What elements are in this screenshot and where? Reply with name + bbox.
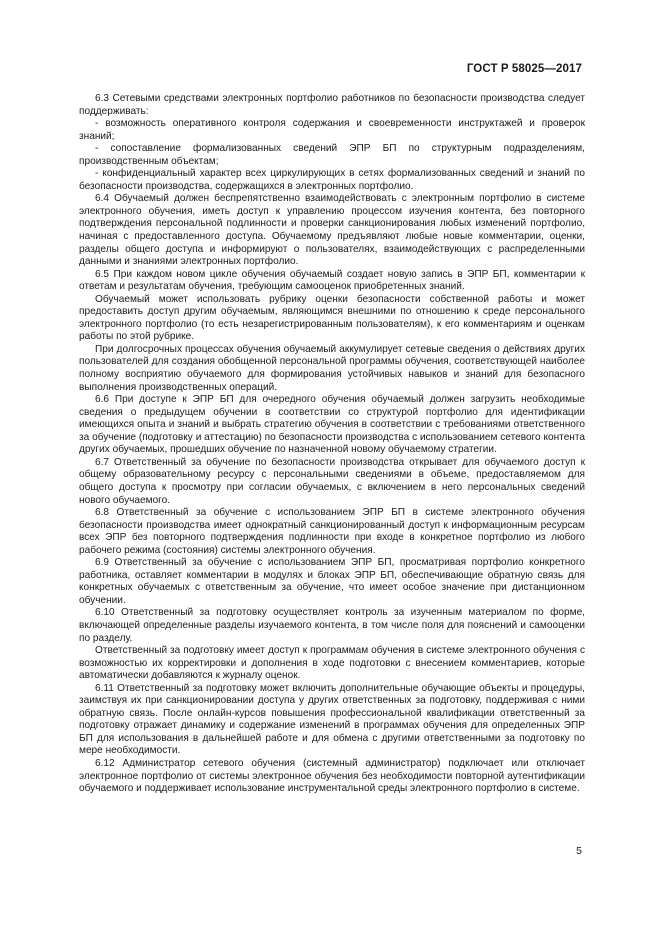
paragraph-6-7: 6.7 Ответственный за обучение по безопасности производства открывает для обучаемого доступ к общему образовательному ресурсу с персональными сведениями в объеме, предоставляемом для общего доступа к просмотру при согласии обучаемых, с включением в него персональных сведений нового обучаемого. (79, 456, 585, 506)
paragraph-6-8: 6.8 Ответственный за обучение с использованием ЭПР БП в системе электронного обучения безопасности производства имеет однократный санкционированный доступ к информационным ресурсам всех ЭПР без повторного подтверждения подлинности при входе в конкретное портфолио из любого рабочего режима (состояния) системы электронного обучения. (79, 507, 585, 556)
paragraph-6-3: 6.3 Сетевыми средствами электронных портфолио работников по безопасности производства следует поддерживать: (79, 93, 585, 117)
paragraph: Обучаемый может использовать рубрику оценки безопасности собственной работы и может предоставить доступ другим обучаемым, являющимся внешними по отношению к среде персонального электронного портфолио (то есть незарегистрированным пользователям), к его комментариям и оценкам работы по этой рубрике. (79, 293, 585, 343)
list-item: - сопоставление формализованных сведений ЭПР БП по структурным подразделениям, производственным объектам; (79, 143, 585, 167)
paragraph-6-5: 6.5 При каждом новом цикле обучения обучаемый создает новую запись в ЭПР БП, комментарии к ответам и результатам обучения, требующим самооценок приобретенных знаний. (79, 268, 585, 293)
paragraph-6-12: 6.12 Администратор сетевого обучения (системный администратор) подключает или отключает электронное портфолио от системы электронное обучения без необходимости повторной аутентификации обучаемого и поддерживает использование инструментальной среды электронного портфолио в системе. (79, 757, 585, 795)
paragraph-6-10: 6.10 Ответственный за подготовку осуществляет контроль за изученным материалом по форме, включающей определенные разделы изучаемого контента, в том числе поля для пояснений и самооценки по разделу. (79, 607, 585, 644)
list-item: - возможность оперативного контроля содержания и своевременности инструктажей и проверок знаний; (79, 118, 585, 142)
standard-header: ГОСТ Р 58025—2017 (466, 63, 582, 75)
paragraph: Ответственный за подготовку имеет доступ к программам обучения в системе электронного обучения с возможностью их корректировки и дополнения в ходе подготовки с внесением комментариев, которые автоматически добавляются к журналу оценок. (79, 645, 585, 682)
paragraph-6-11: 6.11 Ответственный за подготовку может включить дополнительные обучающие объекты и процедуры, заимствуя их при санкционировании доступа у других ответственных за подготовку, поддерживая с ними обратную связь. После онлайн-курсов повышения профессиональной квалификации ответственный за подготовку отражает динамику и содержание изменений в программах обучения для определенных ЭПР БП для использования в дальнейшей работе и для обмена с другими ответственными за подготовку по мере необходимости. (79, 682, 585, 757)
document-body (79, 93, 585, 796)
paragraph-6-9: 6.9 Ответственный за обучение с использованием ЭПР БП, просматривая портфолио конкретного работника, оставляет комментарии в модулях и блоках ЭПР БП, обеспечивающие обратную связь для конкретных обучаемых с ответственным за обучение, что имеет особое значение при дистанционном обучении. (79, 557, 585, 606)
paragraph-6-6: 6.6 При доступе к ЭПР БП для очередного обучения обучаемый должен загрузить необходимые сведения о предыдущем обучении в соответствии со структурой портфолио для идентификации имеющихся опыта и знаний и выбрать стратегию обучения в соответствии с требованиями ответственного за обучение (подготовку и аттестацию) по безопасности производства с использованием сетевого контента других обучаемых, прошедших обучение по назначенной новому обучаемому стратегии. (79, 394, 585, 456)
paragraph-6-4: 6.4 Обучаемый должен беспрепятственно взаимодействовать с электронным портфолио в системе электронного обучения, иметь доступ к управлению процессом изучения контента, без повторного подтверждения персональной подлинности и проверки санкционирования любых изменений портфолио, начиная с предоставленного доступа. Обучаемому предъявляют любые новые комментарии, оценки, разделы общего доступа и информируют о пользователях, взаимодействующих с распределенными данными и знаниями электронных портфолио. (79, 193, 585, 268)
list-item: - конфиденциальный характер всех циркулирующих в сетях формализованных сведений и знаний по безопасности производства, содержащихся в электронных портфолио. (79, 168, 585, 192)
page-number: 5 (576, 845, 582, 857)
paragraph: При долгосрочных процессах обучения обучаемый аккумулирует сетевые сведения о действиях других пользователей для создания обобщенной персональной программы обучения, соответствующей наиболее полному восприятию обучаемого для формирования устойчивых навыков и знаний для безопасного выполнения производственных операций. (79, 343, 585, 393)
